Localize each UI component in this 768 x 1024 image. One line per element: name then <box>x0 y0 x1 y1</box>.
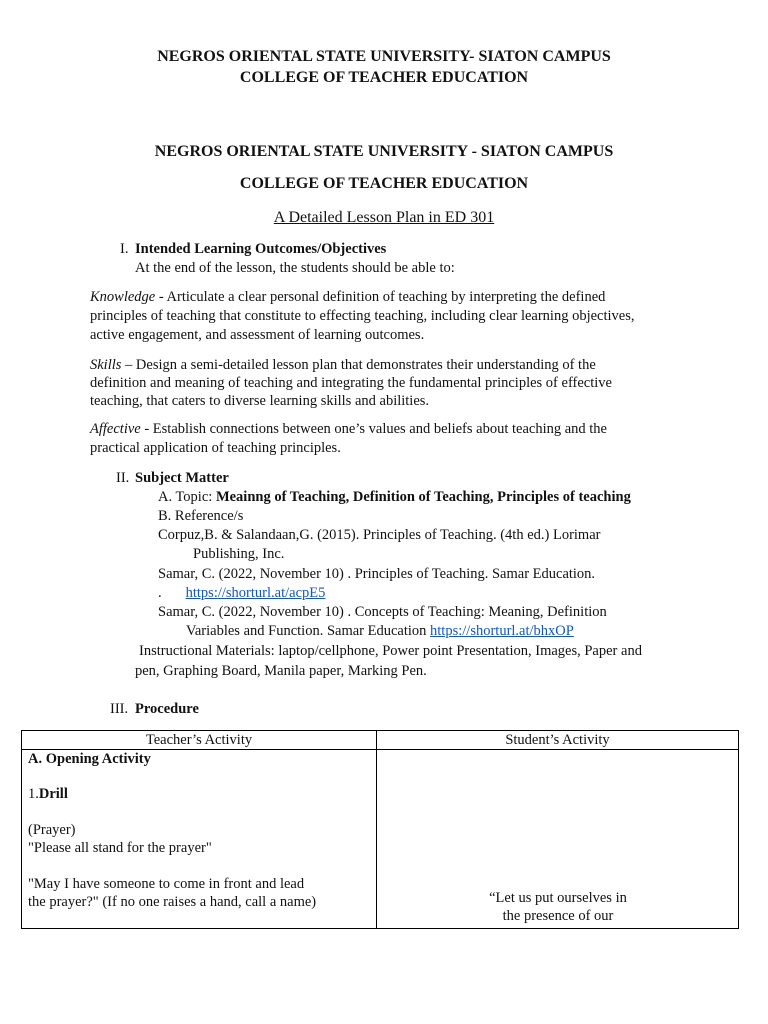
drill-text: Drill <box>38 786 68 802</box>
student-response-line-1: “Let us put ourselves in <box>489 890 627 906</box>
skills-text-1: – Design a semi-detailed lesson plan that demonstrates their understanding of the <box>121 357 596 373</box>
reference-2-line-2 <box>158 585 325 602</box>
skills-label: Skills <box>90 357 122 373</box>
knowledge-text-1: - Articulate a clear personal definition of teaching by interpreting the defined <box>155 289 606 305</box>
materials-line-2: pen, Graphing Board, Manila paper, Marking Pen. <box>135 663 427 679</box>
skills-line-2: definition and meaning of teaching and integrating the fundamental principles of effective <box>90 375 612 391</box>
reference-3-text: Variables and Function. Samar Education <box>186 623 431 639</box>
opening-activity-label: A. Opening Activity <box>28 751 151 767</box>
knowledge-line-3: active engagement, and assessment of learning outcomes. <box>90 327 425 343</box>
reference-2-line-1: Samar, C. (2022, November 10) . Principles of Teaching. Samar Education. <box>158 566 596 582</box>
reference-3-link[interactable]: https://shorturl.at/bhxOP <box>430 623 574 639</box>
section1-numeral: I. <box>120 241 129 257</box>
prayer-instruction: "Please all stand for the prayer" <box>28 840 212 856</box>
teacher-activity-header: Teacher’s Activity <box>22 731 377 750</box>
university-name: NEGROS ORIENTAL STATE UNIVERSITY- SIATON CAMPUS <box>157 48 611 65</box>
reference-2-dot: . <box>158 585 162 601</box>
reference-3-line-1: Samar, C. (2022, November 10) . Concepts of Teaching: Meaning, Definition <box>158 604 607 620</box>
drill-label <box>28 786 68 803</box>
section3-numeral: III. <box>110 701 129 717</box>
reference-1-line-1: Corpuz,B. & Salandaan,G. (2015). Principles of Teaching. (4th ed.) Lorimar <box>158 527 601 543</box>
college-name: COLLEGE OF TEACHER EDUCATION <box>239 69 529 86</box>
section3-heading: Procedure <box>135 701 199 717</box>
document-title <box>0 209 768 227</box>
affective-label: Affective <box>90 421 141 437</box>
procedure-table <box>21 730 739 929</box>
student-activity-header: Student’s Activity <box>377 731 739 750</box>
section1-intro: At the end of the lesson, the students should be able to: <box>135 260 455 276</box>
table-row <box>22 750 739 929</box>
topic-text: Meainng of Teaching, Definition of Teaching, Principles of teaching <box>215 489 631 505</box>
lead-prayer-line-2: the prayer?" (If no one raises a hand, call a name) <box>28 894 317 910</box>
affective-line-2: practical application of teaching principles. <box>90 440 341 456</box>
student-activity-cell <box>377 750 739 929</box>
skills-line-1 <box>90 357 596 374</box>
section2-numeral: II. <box>116 470 130 486</box>
section1-heading: Intended Learning Outcomes/Objectives <box>135 241 387 257</box>
document-title-text: A Detailed Lesson Plan in ED 301 <box>273 209 495 226</box>
student-response-line-2: the presence of our <box>502 908 614 924</box>
topic-prefix: A. Topic: <box>158 489 216 505</box>
references-label: B. Reference/s <box>158 508 244 524</box>
affective-text-1: - Establish connections between one’s values and beliefs about teaching and the <box>140 421 607 437</box>
topic-line <box>158 489 631 506</box>
lead-prayer-line-1: "May I have someone to come in front and lead <box>28 876 305 892</box>
college-name-repeat: COLLEGE OF TEACHER EDUCATION <box>239 175 529 192</box>
knowledge-line-1 <box>90 289 605 306</box>
table-header-row <box>22 731 739 750</box>
skills-line-3: teaching, that caters to diverse learning skills and abilities. <box>90 393 430 409</box>
reference-2-link[interactable]: https://shorturl.at/acpE5 <box>185 585 326 601</box>
section2-heading: Subject Matter <box>135 470 229 486</box>
materials-line-1: Instructional Materials: laptop/cellphone, Power point Presentation, Images, Paper and <box>139 643 642 659</box>
prayer-label: (Prayer) <box>28 822 76 838</box>
knowledge-label: Knowledge <box>90 289 156 305</box>
teacher-activity-cell <box>22 750 377 929</box>
reference-3-line-2 <box>186 623 574 640</box>
university-name-repeat: NEGROS ORIENTAL STATE UNIVERSITY - SIATON CAMPUS <box>154 143 614 160</box>
knowledge-line-2: principles of teaching that constitute to effecting teaching, including clear learning objectives, <box>90 308 635 324</box>
reference-1-line-2: Publishing, Inc. <box>193 546 285 562</box>
affective-line-1 <box>90 421 607 438</box>
drill-number: 1. <box>28 786 39 802</box>
